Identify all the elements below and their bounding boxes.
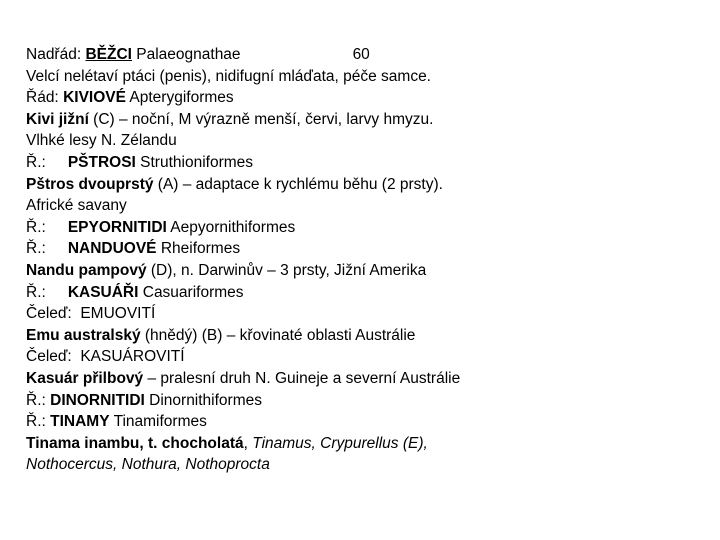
order-latin: Tinamiformes: [109, 413, 207, 431]
line-family-kasuar: Čeleď: KASUÁROVITÍ: [26, 348, 185, 366]
genus-list: Tinamus, Crypurellus (E),: [252, 434, 428, 452]
order-name: NANDUOVÉ: [67, 240, 157, 258]
order-prefix: Ř.:: [26, 218, 46, 236]
species-description: (hnědý) (B) – křovinaté oblasti Austrálie: [140, 326, 416, 344]
line-order-kivi: [26, 87, 460, 109]
order-latin: Aepyornithiformes: [166, 218, 296, 236]
order-latin: Struthioniformes: [135, 153, 254, 171]
order-prefix: Ř.:: [26, 240, 46, 258]
line-species-kivi: [26, 109, 460, 131]
genus-list: Nothocercus, Nothura, Nothoprocta: [26, 456, 270, 474]
order-prefix: Ř.:: [26, 283, 46, 301]
superorder-latin: Palaeognathae: [131, 46, 241, 63]
page-number: 60: [352, 46, 370, 63]
species-description: – pralesní druh N. Guineje a severní Austrálie: [143, 369, 461, 387]
line-superorder: [26, 44, 460, 66]
line-family-emu: Čeleď: EMUOVITÍ: [26, 305, 156, 323]
species-name: Pštros dvouprstý: [26, 175, 154, 193]
order-name: KASUÁŘI: [67, 283, 139, 301]
species-name: Nandu pampový: [26, 261, 147, 279]
species-separator: ,: [243, 434, 253, 452]
order-prefix: Ř.:: [26, 153, 46, 171]
order-latin: Casuariformes: [138, 283, 244, 301]
order-prefix: Ř.:: [26, 391, 51, 409]
order-prefix: Řád:: [26, 89, 64, 107]
line-description: Velcí nelétaví ptáci (penis), nidifugní mláďata, péče samce.: [26, 67, 431, 85]
species-name: Emu australský: [26, 326, 141, 344]
species-description: (C) – noční, M výrazně menší, červi, larvy hmyzu.: [88, 110, 434, 128]
line-genera-continued: [26, 454, 460, 476]
species-name: Kivi jižní: [26, 110, 89, 128]
text-block: [26, 44, 460, 476]
order-name: EPYORNITIDI: [67, 218, 167, 236]
line-order-nanduove: [26, 238, 460, 260]
order-prefix: Ř.:: [26, 413, 51, 431]
order-name: TINAMY: [50, 413, 110, 431]
line-habitat-kivi: Vlhké lesy N. Zélandu: [26, 132, 177, 150]
line-order-dinornitidi: [26, 390, 460, 412]
superorder-prefix: Nadřád:: [26, 46, 86, 63]
order-name: KIVIOVÉ: [63, 89, 126, 107]
line-order-tinamy: [26, 411, 460, 433]
line-species-pstros: [26, 174, 460, 196]
line-species-emu: [26, 325, 460, 347]
species-description: (A) – adaptace k rychlému běhu (2 prsty).: [153, 175, 443, 193]
line-species-kasuar: [26, 368, 460, 390]
line-species-nandu: [26, 260, 460, 282]
superorder-title: BĚŽCI: [85, 46, 132, 63]
species-description: (D), n. Darwinův – 3 prsty, Jižní Amerika: [146, 261, 427, 279]
order-name: PŠTROSI: [67, 153, 136, 171]
species-name: Tinama inambu, t. chocholatá: [26, 434, 244, 452]
order-latin: Apterygiformes: [125, 89, 234, 107]
line-order-kasuari: [26, 282, 460, 304]
species-name: Kasuár přilbový: [26, 369, 144, 387]
order-name: DINORNITIDI: [50, 391, 145, 409]
line-order-pstrosi: [26, 152, 460, 174]
line-habitat-pstros: Africké savany: [26, 197, 127, 215]
line-species-tinama: [26, 433, 460, 455]
order-latin: Dinornithiformes: [144, 391, 262, 409]
line-order-epyornitidi: [26, 217, 460, 239]
order-latin: Rheiformes: [156, 240, 241, 258]
